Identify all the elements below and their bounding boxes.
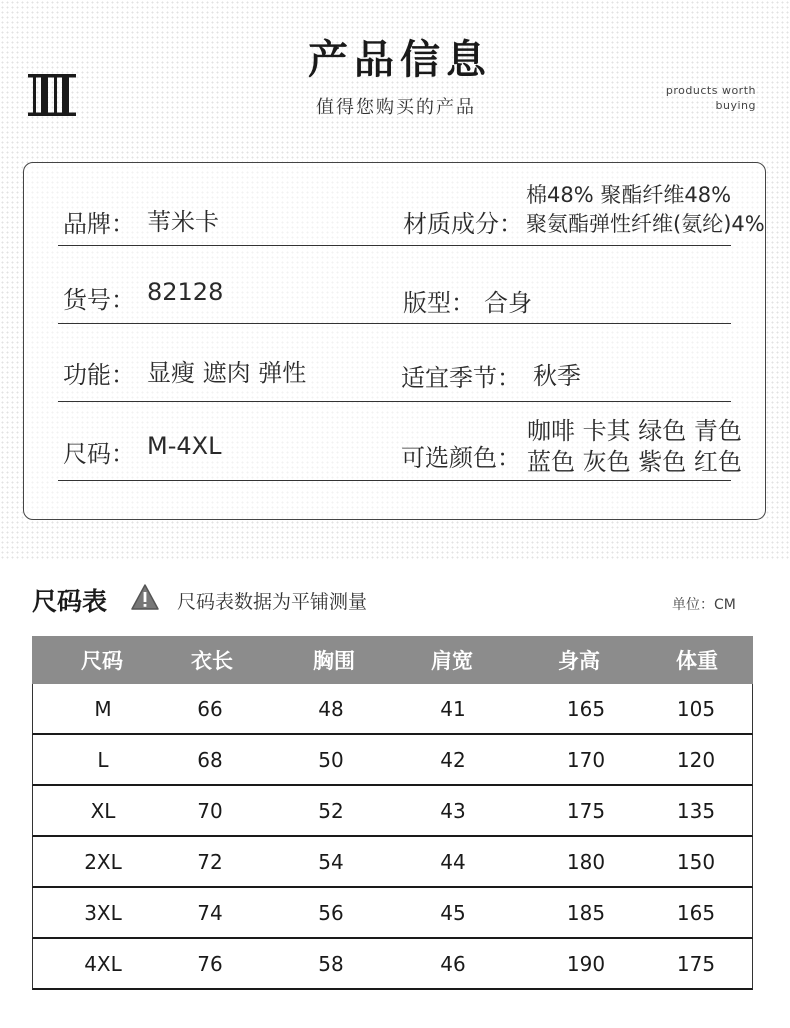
cell-height: 175 [566,798,606,823]
size-chart-unit: 单位：CM [672,597,736,613]
material-label: 材质成分： [403,210,523,238]
header-shoulder: 肩宽 [431,649,473,673]
size-value: M-4XL [147,432,222,460]
cell-size: 3XL [84,900,122,925]
brand-value: 苇米卡 [147,208,219,236]
page-title: 产品信息 [308,37,492,83]
fit-label: 版型： [403,289,475,317]
cell-height: 190 [566,951,606,976]
size-chart-title: 尺码表 [32,587,108,616]
season-label: 适宜季节： [401,364,521,392]
color-line1: 咖啡 卡其 绿色 青色 [527,417,742,445]
cell-height: 165 [566,696,606,721]
cell-length: 70 [197,798,223,823]
material-line1: 棉48% 聚酯纤维48% [526,183,732,207]
brand-logo-icon [28,74,76,116]
cell-shoulder: 44 [440,849,466,874]
cell-shoulder: 41 [440,696,466,721]
cell-chest: 48 [318,696,344,721]
color-label: 可选颜色： [401,444,521,472]
cell-weight: 150 [676,849,716,874]
divider-1 [58,245,731,246]
cell-chest: 54 [318,849,344,874]
table-row [32,888,753,939]
header-weight: 体重 [676,649,718,673]
size-table [32,636,753,990]
cell-length: 72 [197,849,223,874]
divider-2 [58,323,731,324]
cell-length: 74 [197,900,223,925]
cell-size: M [94,696,112,721]
tagline [666,83,756,113]
table-row [32,684,753,735]
cell-length: 68 [197,747,223,772]
cell-weight: 105 [676,696,716,721]
season-value: 秋季 [533,362,581,390]
cell-size: 2XL [84,849,122,874]
size-label: 尺码： [63,440,135,468]
size-chart-note: 尺码表数据为平铺测量 [177,591,368,613]
cell-shoulder: 46 [440,951,466,976]
tagline-line2: buying [715,99,756,112]
warning-triangle-icon [130,583,160,611]
page-subtitle: 值得您购买的产品 [316,97,476,118]
divider-3 [58,401,731,402]
cell-chest: 52 [318,798,344,823]
cell-height: 170 [566,747,606,772]
fit-value: 合身 [484,289,532,317]
item-no-value: 82128 [147,278,224,306]
cell-shoulder: 43 [440,798,466,823]
table-row [32,786,753,837]
brand-label: 品牌： [63,210,135,238]
cell-shoulder: 45 [440,900,466,925]
item-no-label: 货号： [63,286,135,314]
table-row [32,939,753,990]
table-header-row [32,636,753,684]
cell-weight: 135 [676,798,716,823]
cell-size: XL [90,798,116,823]
cell-weight: 120 [676,747,716,772]
cell-height: 185 [566,900,606,925]
color-line2: 蓝色 灰色 紫色 红色 [527,448,742,476]
header-length: 衣长 [191,649,233,673]
cell-weight: 175 [676,951,716,976]
function-value: 显瘦 遮肉 弹性 [147,359,307,387]
table-row [32,837,753,888]
cell-size: 4XL [84,951,122,976]
cell-height: 180 [566,849,606,874]
cell-length: 76 [197,951,223,976]
table-row [32,735,753,786]
header-size: 尺码 [81,649,123,673]
cell-shoulder: 42 [440,747,466,772]
cell-size: L [97,747,109,772]
tagline-line1: products worth [665,84,756,97]
cell-chest: 56 [318,900,344,925]
header-chest: 胸围 [313,649,355,673]
cell-length: 66 [197,696,223,721]
material-line2: 聚氨酯弹性纤维(氨纶)4% [526,212,765,236]
divider-4 [58,480,731,481]
cell-weight: 165 [676,900,716,925]
cell-chest: 50 [318,747,344,772]
function-label: 功能： [63,361,135,389]
cell-chest: 58 [318,951,344,976]
header-height: 身高 [558,649,600,673]
